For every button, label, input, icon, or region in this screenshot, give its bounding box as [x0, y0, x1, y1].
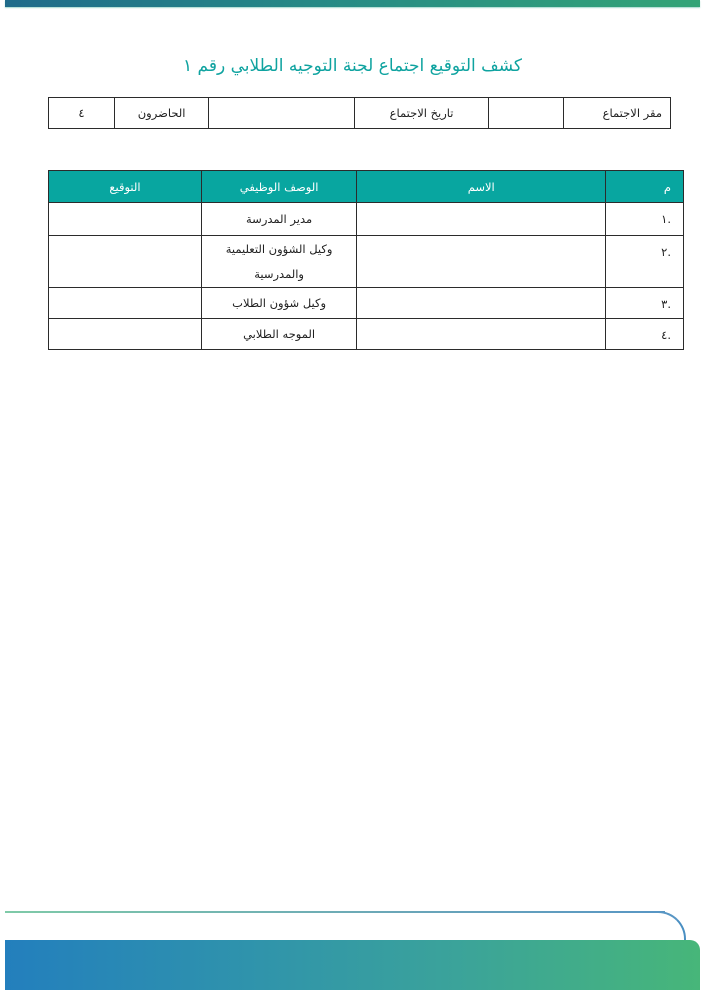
- meeting-place-label: مقر الاجتماع: [563, 98, 670, 129]
- header-signature: التوقيع: [49, 171, 202, 203]
- footer-decorative-curve: [650, 911, 686, 941]
- meeting-date-label: تاريخ الاجتماع: [355, 98, 489, 129]
- table-row: [49, 203, 684, 236]
- header-name: الاسم: [357, 171, 606, 203]
- row-signature[interactable]: [49, 236, 202, 288]
- page-title: كشف التوقيع اجتماع لجنة التوجيه الطلابي رقم ١: [183, 56, 522, 76]
- row-signature[interactable]: [49, 288, 202, 319]
- row-name[interactable]: [357, 203, 606, 236]
- top-decorative-bar: [5, 0, 700, 7]
- table-row: [49, 319, 684, 350]
- meeting-info-row: [49, 98, 671, 129]
- footer-decorative-line: [5, 911, 665, 913]
- signature-table: [48, 170, 684, 350]
- attendees-label: الحاضرون: [114, 98, 208, 129]
- row-name[interactable]: [357, 319, 606, 350]
- meeting-date-value[interactable]: [209, 98, 355, 129]
- row-signature[interactable]: [49, 319, 202, 350]
- row-num: .٤: [606, 319, 684, 350]
- row-num: .١: [606, 203, 684, 236]
- row-job: مدير المدرسة: [202, 203, 357, 236]
- row-job: وكيل شؤون الطلاب: [202, 288, 357, 319]
- row-num: .٣: [606, 288, 684, 319]
- row-job: وكيل الشؤون التعليمية والمدرسية: [202, 236, 357, 288]
- row-name[interactable]: [357, 288, 606, 319]
- table-header-row: [49, 171, 684, 203]
- row-job: الموجه الطلابي: [202, 319, 357, 350]
- header-num: م: [606, 171, 684, 203]
- attendees-value: ٤: [49, 98, 115, 129]
- footer-decorative-bar: [5, 940, 700, 990]
- table-row: [49, 236, 684, 288]
- row-num: .٢: [606, 236, 684, 288]
- row-name[interactable]: [357, 236, 606, 288]
- row-signature[interactable]: [49, 203, 202, 236]
- header-job: الوصف الوظيفي: [202, 171, 357, 203]
- meeting-info-table: [48, 97, 671, 129]
- meeting-place-value[interactable]: [488, 98, 563, 129]
- table-row: [49, 288, 684, 319]
